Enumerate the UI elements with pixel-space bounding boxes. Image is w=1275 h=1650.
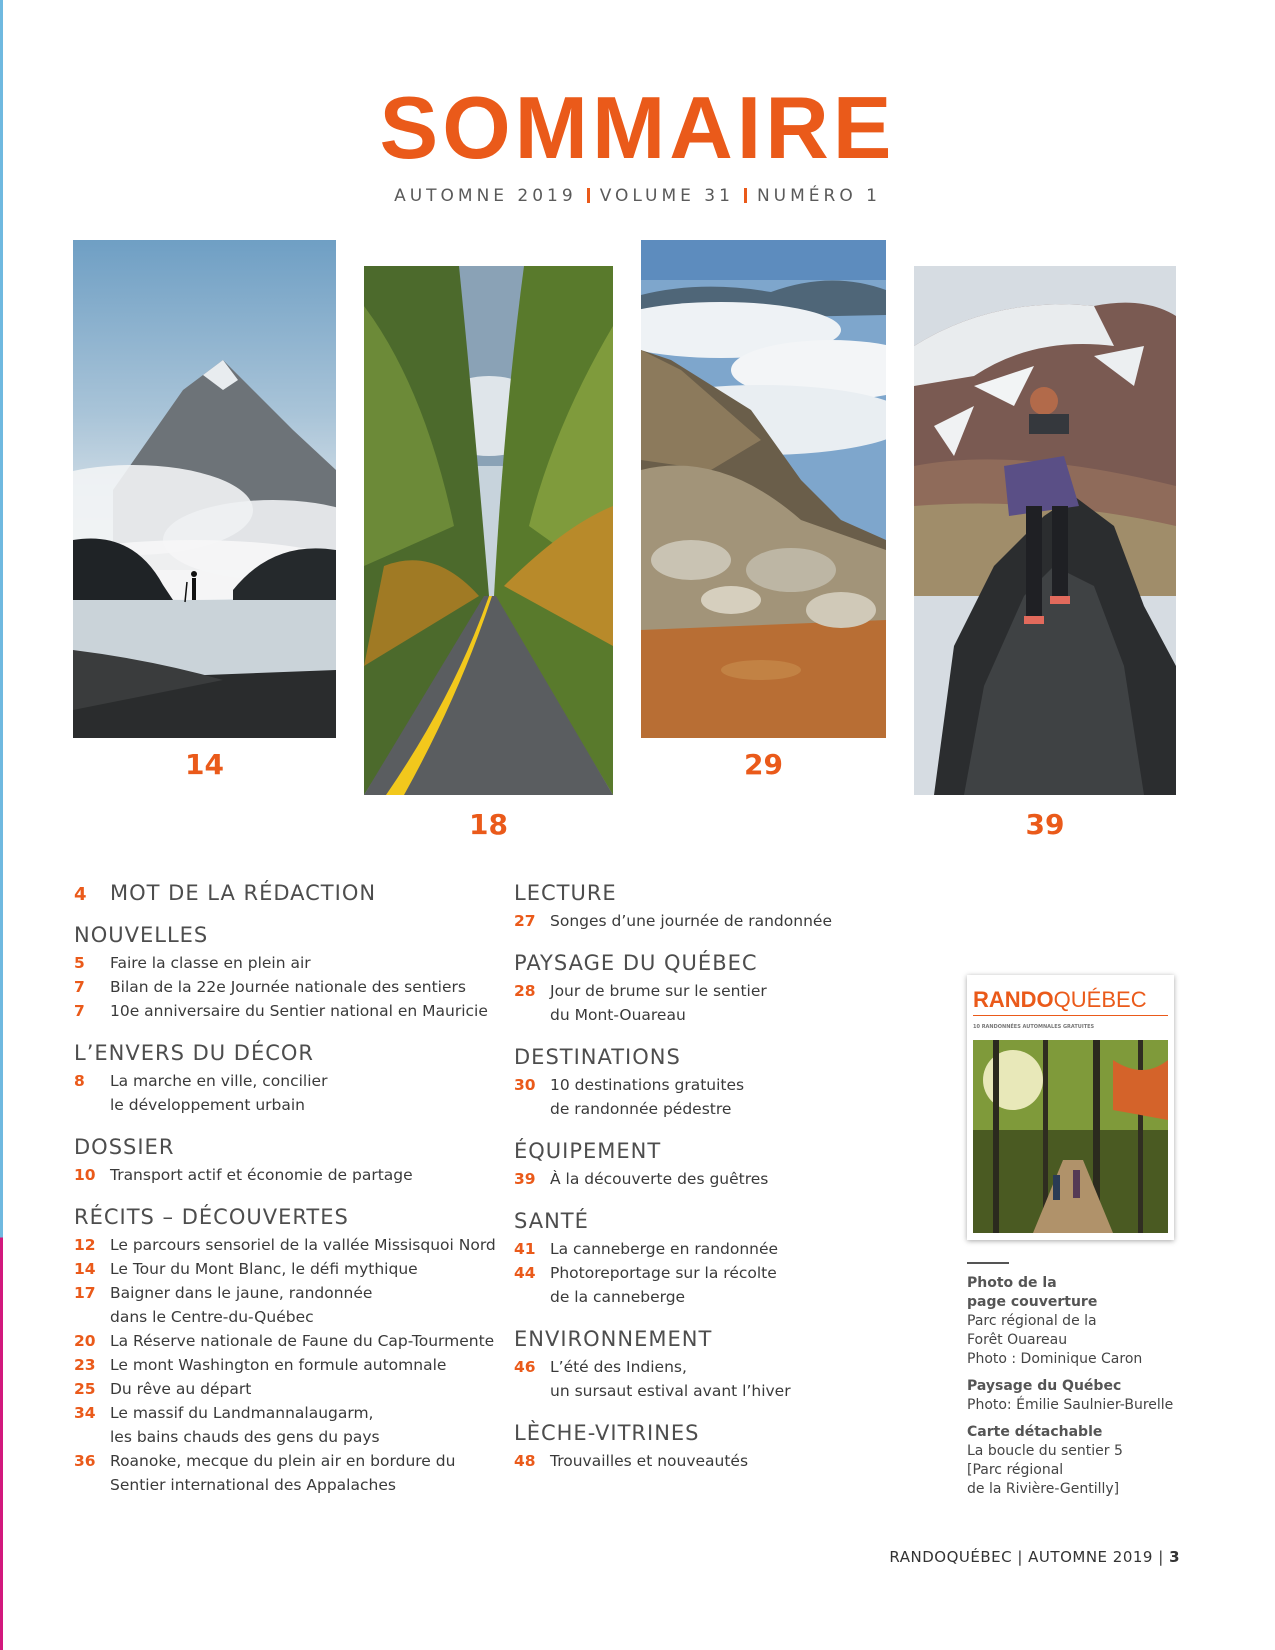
photo-page-number: 39 [1025,808,1065,841]
toc-entry-page: 12 [74,1236,96,1254]
footer-text: RANDOQUÉBEC | AUTOMNE 2019 | [889,1548,1170,1566]
toc-entry [74,1281,514,1329]
photo-page-number: 29 [744,748,783,781]
toc-entry [514,1261,954,1309]
toc-entry-page: 14 [74,1260,96,1278]
toc-section [514,1045,954,1121]
toc-entry [74,1069,514,1117]
toc-entry-title: Photoreportage sur la récolte de la canneberge [550,1264,777,1306]
toc-entry [74,951,514,975]
toc-section-heading [514,1209,954,1233]
toc-section [74,1041,514,1117]
page-footer [889,1548,1180,1566]
cover-brand: RANDOQUÉBEC [973,987,1147,1012]
toc-section [74,881,514,905]
toc-section-title: ENVIRONNEMENT [514,1327,713,1351]
toc-section-title: RÉCITS – DÉCOUVERTES [74,1205,349,1229]
toc-section [514,1327,954,1403]
toc-entry-page: 23 [74,1356,96,1374]
toc-entry [74,1449,514,1497]
toc-entry [514,1237,954,1261]
toc-entry [74,1329,514,1353]
toc-section-heading [74,1135,514,1159]
credits-rule [967,1262,1009,1264]
toc-section-title: PAYSAGE DU QUÉBEC [514,951,758,975]
hiker-on-ridge-photo [914,266,1176,795]
toc-section-title: ÉQUIPEMENT [514,1139,662,1163]
toc-entry-page: 27 [514,912,536,930]
toc-entry-page: 36 [74,1452,96,1470]
cover-forest-photo [973,1040,1168,1233]
toc-section-title: NOUVELLES [74,923,209,947]
toc-entry [74,1233,514,1257]
toc-entry [514,1449,954,1473]
toc-entry [74,1257,514,1281]
toc-entry [74,999,514,1023]
toc-entry-title: Baigner dans le jaune, randonnée dans le Centre-du-Québec [110,1284,373,1326]
carte-credit-text: La boucle du sentier 5 [Parc régional de la Rivière-Gentilly] [967,1443,1123,1497]
toc-entry-title: Le massif du Landmannalaugarm, les bains chauds des gens du pays [110,1404,380,1446]
toc-section-page: 4 [74,884,87,905]
toc-entry-page: 25 [74,1380,96,1398]
rocky-summit-clouds-photo [641,240,886,738]
toc-entry-title: 10 destinations gratuites de randonnée pédestre [550,1076,745,1118]
issue-number: NUMÉRO 1 [756,186,881,206]
toc-section-heading [74,1041,514,1065]
toc-section [74,923,514,1023]
toc-entry-title: Trouvailles et nouveautés [550,1452,749,1470]
toc-entry-title: Le mont Washington en formule automnale [110,1356,447,1374]
toc-section-title: MOT DE LA RÉDACTION [110,881,377,905]
photo-page-number: 14 [185,748,224,781]
toc-section [514,1421,954,1473]
issue-line [0,186,1275,206]
toc-column-right [514,881,954,1491]
toc-entry-title: L’été des Indiens, un sursaut estival avant l’hiver [550,1358,791,1400]
toc-section-heading [514,951,954,975]
toc-entry-page: 41 [514,1240,536,1258]
issue-volume: VOLUME 31 [599,186,734,206]
forest-road-photo [364,266,613,795]
toc-section-heading [74,923,514,947]
toc-entry [74,1163,514,1187]
mountain-hiker-lake-photo [73,240,336,738]
toc-entry-page: 20 [74,1332,96,1350]
toc-entry [514,1167,954,1191]
toc-entry-page: 17 [74,1284,96,1302]
toc-section-title: LÈCHE-VITRINES [514,1421,700,1445]
toc-section-title: DOSSIER [74,1135,175,1159]
toc-entry-title: À la découverte des guêtres [550,1170,769,1188]
toc-section-heading [74,881,514,905]
toc-entry-title: Faire la classe en plein air [110,954,311,972]
toc-entry-title: La marche en ville, concilier le développement urbain [110,1072,328,1114]
toc-section-heading [514,881,954,905]
cover-credit-heading: Photo de la page couverture [967,1275,1098,1310]
toc-entry [514,1355,954,1403]
cover-tagline: 10 RANDONNÉES AUTOMNALES GRATUITES [973,1024,1095,1030]
photo-page-number: 18 [469,808,508,841]
toc-column-left [74,881,514,1515]
toc-entry-title: 10e anniversaire du Sentier national en Mauricie [110,1002,488,1020]
toc-entry-title: Le Tour du Mont Blanc, le défi mythique [110,1260,418,1278]
toc-section-heading [514,1045,954,1069]
toc-entry-page: 10 [74,1166,96,1184]
toc-section-title: SANTÉ [514,1209,589,1233]
page-edge-color-strip [0,0,3,1650]
toc-section [514,881,954,933]
toc-entry-title: La canneberge en randonnée [550,1240,779,1258]
paysage-credit-heading: Paysage du Québec [967,1378,1122,1394]
toc-section-title: L’ENVERS DU DÉCOR [74,1041,315,1065]
carte-credit-heading: Carte détachable [967,1424,1103,1440]
toc-entry-page: 28 [514,982,536,1000]
cover-divider [973,1015,1168,1016]
issue-separator [587,188,590,203]
toc-entry-title: Le parcours sensoriel de la vallée Missisquoi Nord [110,1236,496,1254]
toc-entry [74,975,514,999]
toc-entry-title: Du rêve au départ [110,1380,252,1398]
toc-entry [514,1073,954,1121]
toc-entry-page: 30 [514,1076,536,1094]
toc-entry-title: Transport actif et économie de partage [110,1166,413,1184]
toc-section-heading [74,1205,514,1229]
toc-entry [74,1377,514,1401]
toc-entry-page: 48 [514,1452,536,1470]
issue-separator [744,188,747,203]
toc-entry-title: Roanoke, mecque du plein air en bordure du Sentier international des Appalaches [110,1452,456,1494]
cover-credit-text: Parc régional de la Forêt Ouareau Photo : Dominique Caron [967,1313,1143,1367]
paysage-credit-text: Photo: Émilie Saulnier-Burelle [967,1397,1174,1413]
toc-section-title: DESTINATIONS [514,1045,681,1069]
toc-section-title: LECTURE [514,881,617,905]
toc-entry-page: 39 [514,1170,536,1188]
toc-entry-title: Songes d’une journée de randonnée [550,912,832,930]
toc-section [74,1205,514,1497]
toc-entry [74,1353,514,1377]
toc-entry-title: Jour de brume sur le sentier du Mont-Ouareau [550,982,767,1024]
toc-entry [514,909,954,933]
toc-entry-title: Bilan de la 22e Journée nationale des sentiers [110,978,466,996]
toc-entry-page: 34 [74,1404,96,1422]
toc-entry [514,979,954,1027]
toc-entry [74,1401,514,1449]
toc-entry-page: 46 [514,1358,536,1376]
magazine-cover-thumbnail [967,975,1174,1240]
toc-entry-page: 44 [514,1264,536,1282]
toc-section [514,1209,954,1309]
toc-entry-page: 5 [74,954,85,972]
photo-credits [967,1274,1207,1507]
toc-section [514,1139,954,1191]
toc-entry-title: La Réserve nationale de Faune du Cap-Tourmente [110,1332,495,1350]
footer-page-number: 3 [1169,1548,1180,1566]
toc-section-heading [514,1421,954,1445]
issue-season: AUTOMNE 2019 [394,186,577,206]
toc-entry-page: 7 [74,978,85,996]
toc-section-heading [514,1327,954,1351]
page-title: SOMMAIRE [379,78,896,177]
toc-section [514,951,954,1027]
toc-section-heading [514,1139,954,1163]
toc-entry-page: 7 [74,1002,85,1020]
toc-entry-page: 8 [74,1072,85,1090]
toc-section [74,1135,514,1187]
